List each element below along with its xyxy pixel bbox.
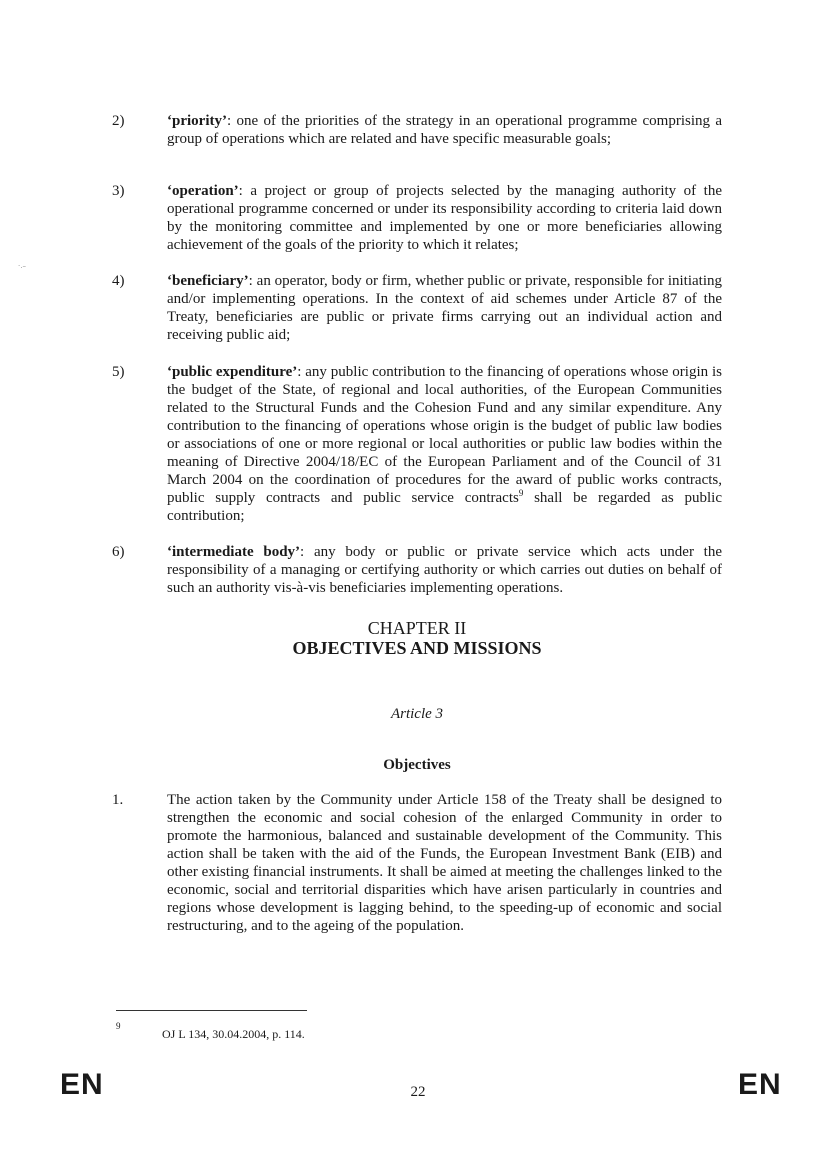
- definition-text: : one of the priorities of the strategy in an operational programme comprising a group of operations which are related and have specific measurable goals;: [167, 113, 722, 147]
- definition-number: 3): [112, 183, 125, 199]
- definition-number: 5): [112, 364, 125, 380]
- scan-artifact: ·.–: [18, 262, 26, 270]
- article-label: Article 3: [390, 706, 444, 722]
- footnote-number: 9: [116, 1021, 121, 1031]
- definition-item: [112, 182, 722, 254]
- definition-term: ‘public expenditure’: [167, 364, 298, 380]
- definition-number: 2): [112, 113, 125, 129]
- definition-item: [112, 543, 722, 597]
- definition-body: [167, 272, 722, 344]
- definition-body: [167, 543, 722, 597]
- paragraph-number: 1.: [112, 792, 124, 808]
- chapter-title: OBJECTIVES AND MISSIONS: [292, 638, 542, 658]
- language-code-left: EN: [60, 1068, 104, 1101]
- definition-item: [112, 112, 722, 148]
- paragraph-text: The action taken by the Community under Article 158 of the Treaty shall be designed to strengthen the economic and social cohesion of the enlarged Community in order to promote the harmonious, balanced and sustainable development of the Community. This action shall be taken with the aid of the Funds, the European Investment Bank (EIB) and other existing financial instruments. It shall be aimed at meeting the challenges linked to the economic, social and territorial disparities which have arisen particularly in countries and regions whose development is lagging behind, to the speeding-up of economic and social restructuring, and to the ageing of the population.: [167, 792, 722, 934]
- definition-text: : a project or group of projects selected by the managing authority of the operational programme concerned or under its responsibility according to criteria laid down by the monitoring committee and implemented by one or more beneficiaries allowing achievement of the goals of the priority to which it relates;: [167, 183, 722, 253]
- definition-body: [167, 112, 722, 148]
- chapter-number: CHAPTER II: [367, 618, 467, 638]
- definition-term: ‘intermediate body’: [167, 544, 301, 560]
- definition-text-after: shall be regarded as public contribution;: [167, 490, 722, 524]
- definition-term: ‘operation’: [167, 183, 239, 199]
- definition-number: 6): [112, 544, 125, 560]
- footnote-separator: [116, 1010, 307, 1011]
- definition-text: : any public contribution to the financing of operations whose origin is the budget of the State, of regional and local authorities, of the European Communities related to the Structural Funds and the Cohesion Fund and any similar expenditure. Any contribution to the financing of operations whose origin is the budget of public law bodies or associations of one or more regional or local authorities or public law bodies within the meaning of Directive 2004/18/EC of the European Parliament and of the Council of 31 March 2004 on the coordination of procedures for the award of public works contracts, public supply contracts and public service contracts: [167, 364, 722, 506]
- definition-number: 4): [112, 273, 125, 289]
- page-number: 22: [410, 1084, 426, 1100]
- definition-body: [167, 363, 722, 525]
- definition-text: : any body or public or private service which acts under the responsibility of a managing or certifying authority or which carries out duties on behalf of such an authority vis-à-vis beneficiaries implementing operations.: [167, 544, 722, 596]
- definition-text: : an operator, body or firm, whether public or private, responsible for initiating and/or implementing operations. In the context of aid schemes under Article 87 of the Treaty, beneficiaries are public or private firms carrying out an individual action and receiving public aid;: [167, 273, 722, 343]
- definition-body: [167, 182, 722, 254]
- footnote-reference: 9: [518, 488, 524, 498]
- definition-item: [112, 272, 722, 344]
- definition-term: ‘priority’: [167, 113, 227, 129]
- article-paragraph: [112, 791, 722, 935]
- language-code-right: EN: [738, 1068, 782, 1101]
- definition-item: [112, 363, 722, 525]
- definition-term: ‘beneficiary’: [167, 273, 249, 289]
- footnote-text: OJ L 134, 30.04.2004, p. 114.: [162, 1027, 305, 1041]
- article-heading: Objectives: [383, 757, 451, 773]
